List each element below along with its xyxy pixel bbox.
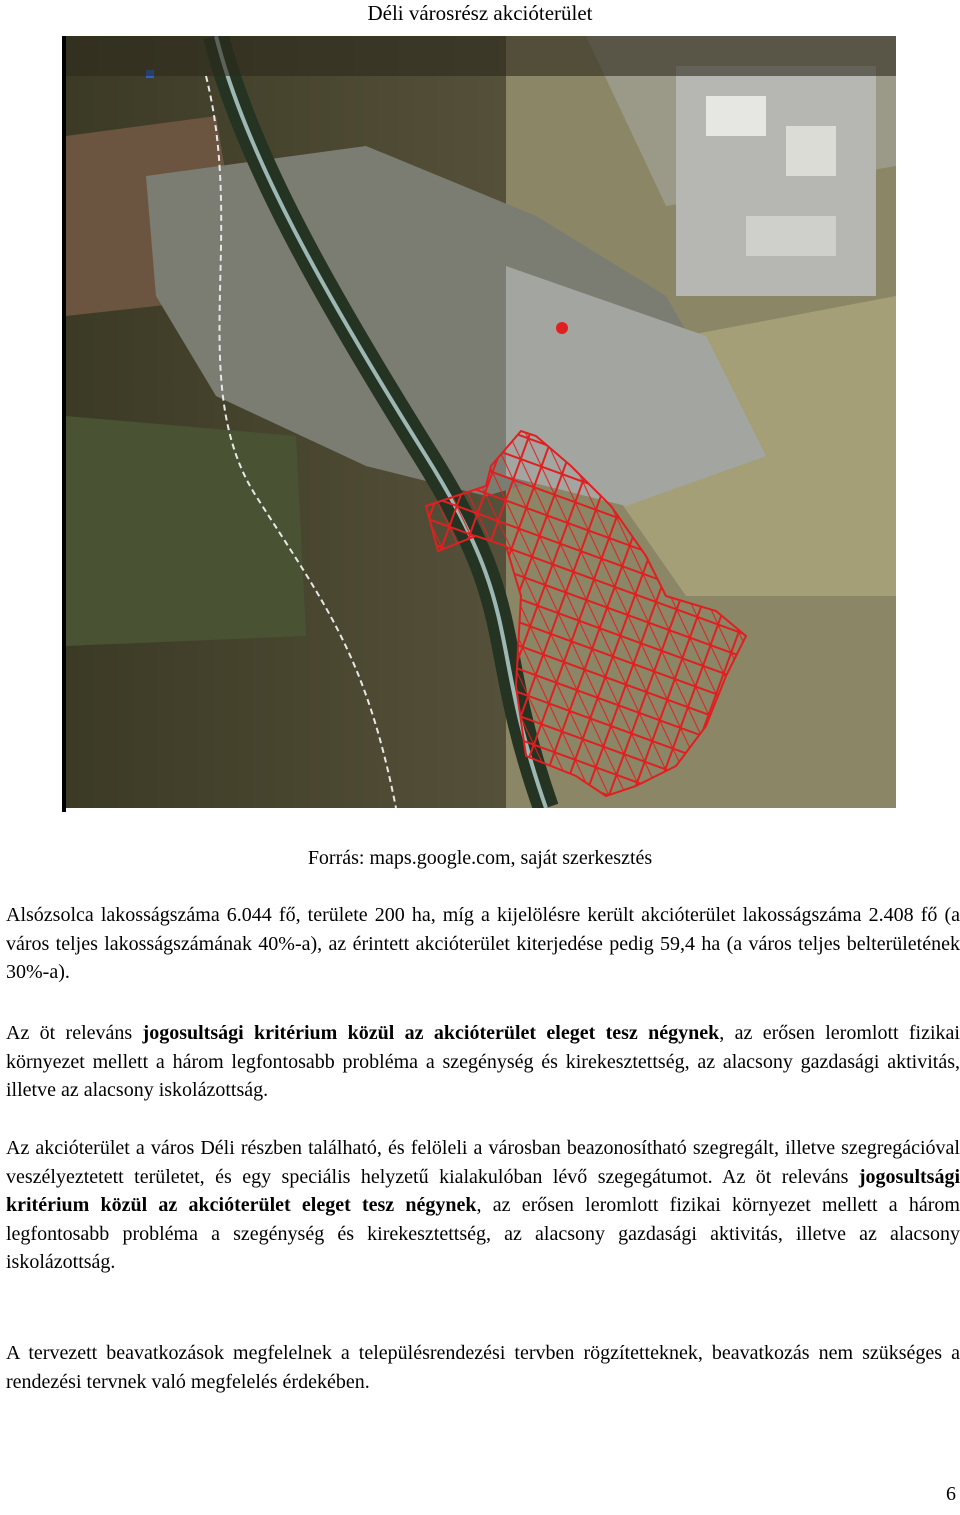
paragraph-population: Alsózsolca lakosságszáma 6.044 fő, területe 200 ha, míg a kijelölésre került akcióterület lakosságszáma 2.408 fő (a város teljes lakosságszámának 40%-a), az érintett akcióterület kiterjedése pedig 59,4 ha (a város teljes belterületének 30%-a). (6, 904, 960, 983)
paragraph-criteria (6, 1019, 960, 1105)
paragraph-text: Az öt releváns (6, 1022, 143, 1044)
location-marker-icon (556, 322, 568, 334)
paragraph-text: Az akcióterület a város Déli részben található, és felöleli a városban beazonosítható szegregált, illetve szegregációval veszélyeztetett területet, és egy speciális helyzetű kialakulóban lévő szegegátumot. Az öt releváns (6, 1137, 960, 1188)
paragraph-text: , az erősen leromlott fizikai környezet mellett a három legfontosabb probléma a szegénység és kirekesztettség, az alacsony gazdasági aktivitás, illetve az alacsony iskolázottság. (6, 1194, 960, 1273)
page-number: 6 (946, 1483, 956, 1505)
paragraph-location (6, 1134, 960, 1277)
page-title: Déli városrész akcióterület (367, 1, 593, 25)
paragraph-planning: A tervezett beavatkozások megfelelnek a településrendezési tervben rögzítetteknek, beavatkozás nem szükséges a rendezési tervnek való megfelelés érdekében. (6, 1342, 960, 1393)
map-source-caption: Forrás: maps.google.com, saját szerkesztés (307, 847, 653, 869)
map-image (66, 36, 896, 808)
satellite-map (62, 36, 900, 812)
paragraph-bold-text: jogosultsági kritérium közül az akcióterület eleget tesz négynek (6, 1165, 960, 1216)
paragraph-text: , az erősen leromlott fizikai környezet mellett a három legfontosabb probléma a szegénység és kirekesztettség, az alacsony gazdasági aktivitás, illetve az alacsony iskolázottság. (6, 1022, 960, 1101)
paragraph-bold-text: jogosultsági kritérium közül az akcióterület eleget tesz négynek (142, 1022, 720, 1044)
field-patch (66, 416, 306, 646)
